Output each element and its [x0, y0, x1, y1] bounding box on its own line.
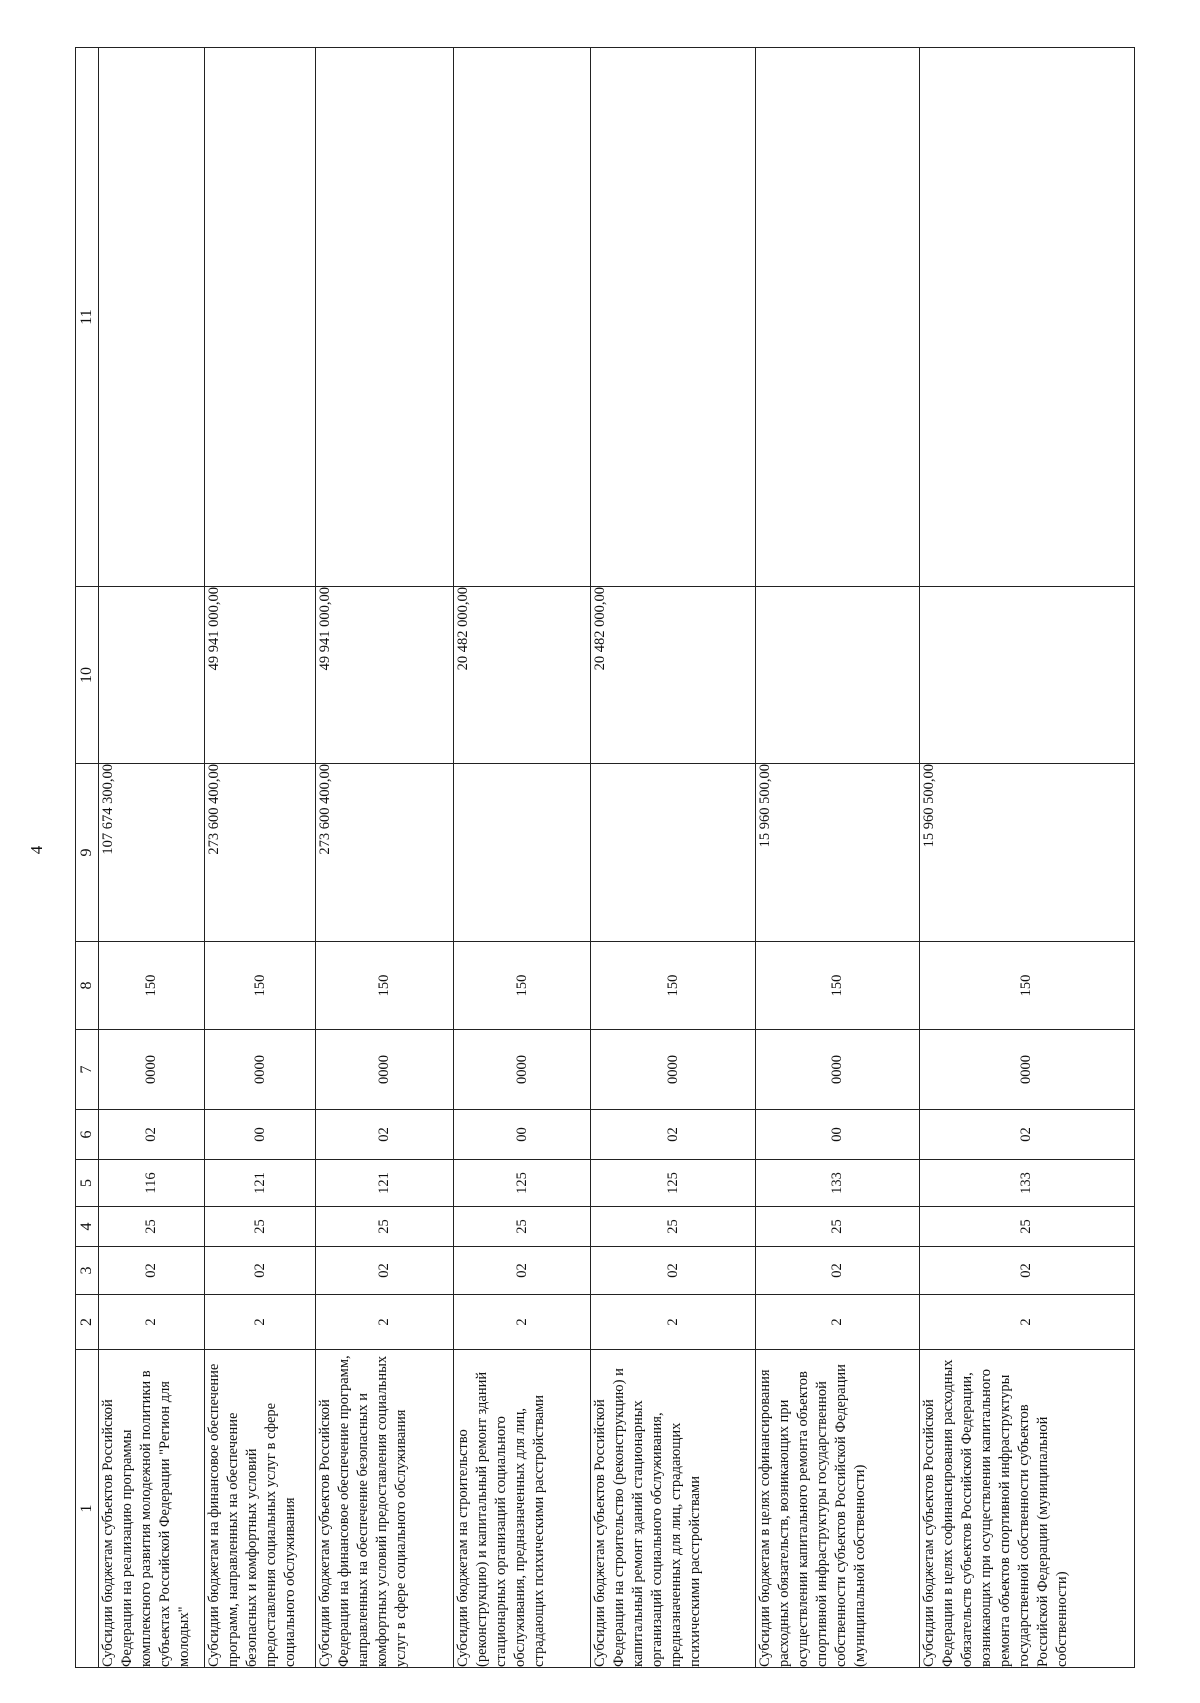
budget-table-container — [75, 48, 1135, 1668]
table-row — [453, 48, 591, 1668]
cell-col8: 150 — [755, 942, 919, 1030]
cell-col10: 49 941 000,00 — [316, 587, 454, 764]
column-header-6: 6 — [76, 1110, 99, 1160]
cell-col4: 25 — [99, 1207, 205, 1247]
column-header-3: 3 — [76, 1247, 99, 1295]
cell-col4: 25 — [919, 1207, 1134, 1247]
table-row — [919, 48, 1134, 1668]
cell-col10: 49 941 000,00 — [205, 587, 316, 764]
table-row — [316, 48, 454, 1668]
table-row — [205, 48, 316, 1668]
cell-col3: 02 — [591, 1247, 755, 1295]
cell-col5: 133 — [919, 1160, 1134, 1207]
cell-col9 — [591, 764, 755, 942]
cell-col2: 2 — [919, 1295, 1134, 1350]
cell-col5: 121 — [205, 1160, 316, 1207]
cell-col11 — [316, 48, 454, 587]
cell-col6: 02 — [591, 1110, 755, 1160]
cell-col10: 20 482 000,00 — [453, 587, 591, 764]
row-description: Субсидии бюджетам субъектов Российской Федерации в целях софинансирования расходных обязательств субъектов Российской Федерации, возникающих при осуществлении капитального ремонта объектов спортивной инфраструктуры государственной собственности субъектов Российской Федерации (муниципальной собственности) — [919, 1350, 1134, 1668]
cell-col6: 02 — [99, 1110, 205, 1160]
cell-col8: 150 — [316, 942, 454, 1030]
row-description: Субсидии бюджетам на строительство (реконструкцию) и капитальный ремонт зданий стационарных организаций социального обслуживания, предназначенных для лиц, страдающих психическими расстройствами — [453, 1350, 591, 1668]
column-header-9: 9 — [76, 764, 99, 942]
cell-col6: 00 — [205, 1110, 316, 1160]
cell-col6: 00 — [453, 1110, 591, 1160]
cell-col8: 150 — [205, 942, 316, 1030]
budget-table — [75, 47, 1135, 1668]
column-header-7: 7 — [76, 1030, 99, 1110]
cell-col11 — [755, 48, 919, 587]
cell-col4: 25 — [205, 1207, 316, 1247]
column-header-10: 10 — [76, 587, 99, 764]
cell-col9 — [453, 764, 591, 942]
row-description: Субсидии бюджетам в целях софинансирования расходных обязательств, возникающих при осуществлении капитального ремонта объектов спортивной инфраструктуры государственной собственности субъектов Российской Федерации (муниципальной собственности) — [755, 1350, 919, 1668]
row-description: Субсидии бюджетам субъектов Российской Федерации на финансовое обеспечение программ, направленных на обеспечение безопасных и комфортных условий предоставления социальных услуг в сфере социального обслуживания — [316, 1350, 454, 1668]
row-description: Субсидии бюджетам субъектов Российской Федерации на реализацию программы комплексного развития молодежной политики в субъектах Российской Федерации "Регион для молодых" — [99, 1350, 205, 1668]
cell-col6: 02 — [919, 1110, 1134, 1160]
header-row — [76, 48, 99, 1668]
cell-col7: 0000 — [453, 1030, 591, 1110]
cell-col11 — [919, 48, 1134, 587]
cell-col3: 02 — [205, 1247, 316, 1295]
page-number: 4 — [27, 845, 46, 855]
cell-col7: 0000 — [591, 1030, 755, 1110]
table-row — [755, 48, 919, 1668]
cell-col8: 150 — [919, 942, 1134, 1030]
cell-col6: 00 — [755, 1110, 919, 1160]
cell-col3: 02 — [919, 1247, 1134, 1295]
row-description: Субсидии бюджетам субъектов Российской Федерации на строительство (реконструкцию) и капитальный ремонт зданий стационарных организаций социального обслуживания, предназначенных для лиц, страдающих психическими расстройствами — [591, 1350, 755, 1668]
cell-col4: 25 — [591, 1207, 755, 1247]
table-row — [591, 48, 755, 1668]
cell-col2: 2 — [205, 1295, 316, 1350]
cell-col7: 0000 — [755, 1030, 919, 1110]
cell-col3: 02 — [755, 1247, 919, 1295]
cell-col8: 150 — [453, 942, 591, 1030]
cell-col10: 20 482 000,00 — [591, 587, 755, 764]
cell-col11 — [591, 48, 755, 587]
cell-col2: 2 — [99, 1295, 205, 1350]
cell-col8: 150 — [99, 942, 205, 1030]
cell-col9: 273 600 400,00 — [316, 764, 454, 942]
cell-col9: 273 600 400,00 — [205, 764, 316, 942]
cell-col2: 2 — [316, 1295, 454, 1350]
cell-col5: 125 — [453, 1160, 591, 1207]
cell-col11 — [205, 48, 316, 587]
row-description: Субсидии бюджетам на финансовое обеспечение программ, направленных на обеспечение безопасных и комфортных условий предоставления социальных услуг в сфере социального обслуживания — [205, 1350, 316, 1668]
cell-col10 — [919, 587, 1134, 764]
cell-col6: 02 — [316, 1110, 454, 1160]
cell-col10 — [755, 587, 919, 764]
cell-col11 — [99, 48, 205, 587]
cell-col4: 25 — [755, 1207, 919, 1247]
cell-col5: 121 — [316, 1160, 454, 1207]
cell-col9: 15 960 500,00 — [755, 764, 919, 942]
column-header-2: 2 — [76, 1295, 99, 1350]
cell-col8: 150 — [591, 942, 755, 1030]
column-header-8: 8 — [76, 942, 99, 1030]
cell-col9: 107 674 300,00 — [99, 764, 205, 942]
cell-col3: 02 — [316, 1247, 454, 1295]
cell-col11 — [453, 48, 591, 587]
cell-col7: 0000 — [919, 1030, 1134, 1110]
cell-col5: 116 — [99, 1160, 205, 1207]
column-header-5: 5 — [76, 1160, 99, 1207]
cell-col10 — [99, 587, 205, 764]
cell-col2: 2 — [453, 1295, 591, 1350]
cell-col3: 02 — [453, 1247, 591, 1295]
cell-col4: 25 — [316, 1207, 454, 1247]
cell-col2: 2 — [591, 1295, 755, 1350]
cell-col5: 133 — [755, 1160, 919, 1207]
cell-col4: 25 — [453, 1207, 591, 1247]
cell-col7: 0000 — [316, 1030, 454, 1110]
column-header-1: 1 — [76, 1350, 99, 1668]
cell-col5: 125 — [591, 1160, 755, 1207]
table-row — [99, 48, 205, 1668]
column-header-11: 11 — [76, 48, 99, 587]
column-header-4: 4 — [76, 1207, 99, 1247]
cell-col7: 0000 — [99, 1030, 205, 1110]
cell-col7: 0000 — [205, 1030, 316, 1110]
cell-col3: 02 — [99, 1247, 205, 1295]
cell-col2: 2 — [755, 1295, 919, 1350]
cell-col9: 15 960 500,00 — [919, 764, 1134, 942]
